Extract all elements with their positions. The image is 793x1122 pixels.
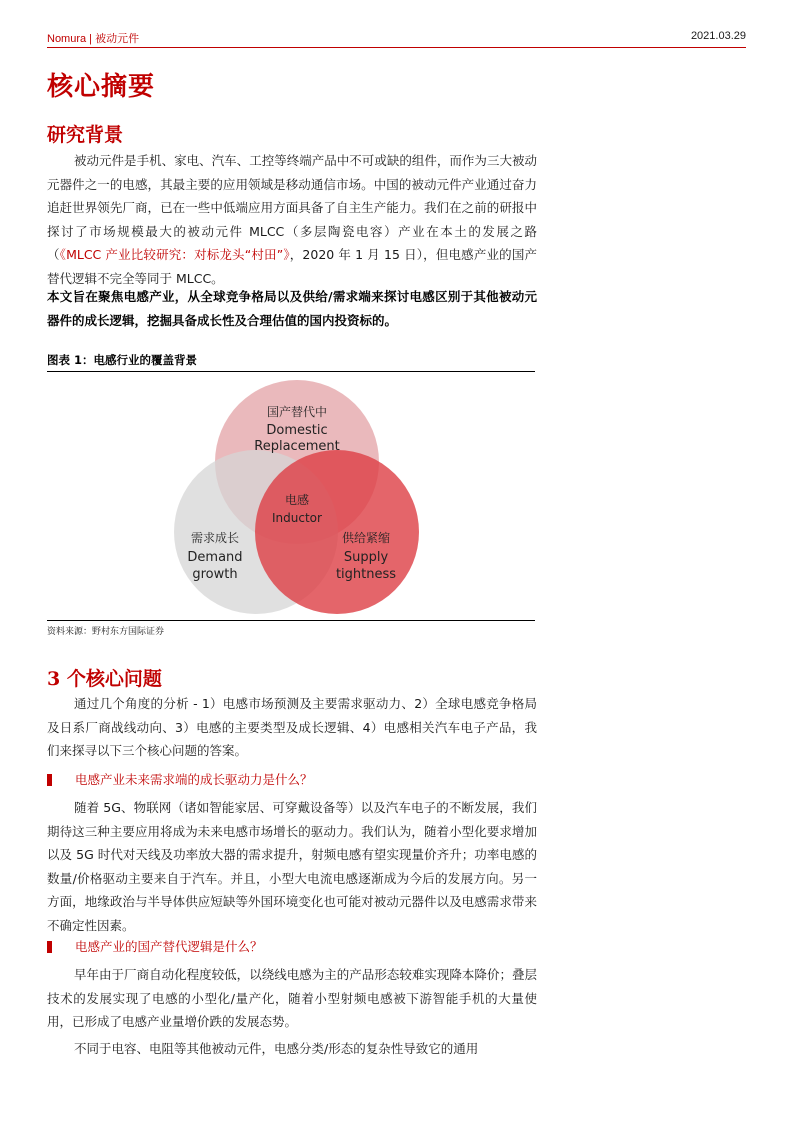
figure-top-rule [47, 371, 535, 372]
question-2-paragraph: 早年由于厂商自动化程度较低，以绕线电感为主的产品形态较难实现降本降价；叠层技术的发展实现了电感的小型化/量产化，随着小型射频电感被下游智能手机的大量使用，已形成了电感产业量增价跌的发展态势。 [47, 967, 537, 1029]
figure-title: 图表 1：电感行业的覆盖背景 [47, 353, 198, 367]
core-intro-paragraph: 通过几个角度的分析 - 1）电感市场预测及主要需求驱动力、2）全球电感竞争格局及日系厂商战线动向、3）电感的主要类型及成长逻辑、4）电感相关汽车电子产品，我们来探寻以下三个核心问题的答案。 [47, 696, 537, 758]
demand-label-cn: 需求成长 [190, 531, 240, 545]
question-2 [47, 937, 537, 957]
circle-supply [255, 450, 419, 614]
background-paragraph [47, 149, 537, 290]
domestic-label-en2: Replacement [254, 439, 340, 454]
core-questions-title: 3 个核心问题 [47, 668, 162, 690]
mlcc-report-link[interactable]: 《MLCC 产业比较研究：对标龙头“村田”》 [59, 247, 290, 262]
domestic-label-cn: 国产替代中 [266, 405, 328, 419]
demand-label-en2: growth [192, 567, 238, 582]
supply-label-en1: Supply [343, 550, 389, 565]
venn-diagram [160, 375, 430, 620]
question-2-marker [47, 941, 52, 953]
supply-label-cn: 供给紧缩 [341, 531, 391, 545]
center-label-cn: 电感 [284, 493, 310, 507]
supply-label-en2: tightness [335, 567, 397, 582]
background-title: 研究背景 [47, 124, 124, 146]
center-label-en: Inductor [272, 511, 322, 525]
question-1-text: 电感产业未来需求端的成长驱动力是什么？ [75, 772, 313, 787]
question-1 [47, 770, 537, 790]
header-brand: Nomura | 被动元件 [47, 33, 140, 45]
question-1-marker [47, 774, 52, 786]
page-header [47, 27, 746, 48]
figure-bottom-rule [47, 620, 535, 621]
question-2-text: 电感产业的国产替代逻辑是什么？ [75, 939, 263, 954]
summary-title: 核心摘要 [47, 72, 156, 102]
figure-source: 资料来源：野村东方国际证券 [47, 627, 165, 637]
question-2-paragraph-2: 不同于电容、电阻等其他被动元件，电感分类/形态的复杂性导致它的通用 [74, 1041, 479, 1056]
header-date: 2021.03.29 [690, 30, 746, 42]
question-1-paragraph: 随着 5G、物联网（诸如智能家居、可穿戴设备等）以及汽车电子的不断发展，我们期待这三种主要应用将成为未来电感市场增长的驱动力。我们认为，随着小型化要求增加以及 5G 时代对天线及功率放大器的需求提升，射频电感有望实现量价齐升；功率电感的数量/价格驱动主要来自于汽车。并且，小型大电流电感逐渐成为今后的发展方向。另一方面，地缘政治与半导体供应短缺等外国环境变化也可能对被动元器件以及电感需求带来不确定性因素。 [47, 800, 537, 933]
background-text-b: ，2020 年 1 月 15 日），但电感产业的国产替代逻辑不完全等同于 MLCC。 [47, 247, 537, 286]
background-text-a: 被动元件是手机、家电、汽车、工控等终端产品中不可或缺的组件，而作为三大被动元器件之一的电感，其最主要的应用领域是移动通信市场。中国的被动元件产业通过奋力追赶世界领先厂商，已在一些中低端应用方面具备了自主生产能力。我们在之前的研报中探讨了市场规模最大的被动元件 MLCC（多层陶瓷电容）产业在本土的发展之路（ [47, 153, 537, 262]
demand-label-en1: Demand [187, 550, 243, 565]
domestic-label-en1: Domestic [266, 423, 328, 438]
background-bold-paragraph: 本文旨在聚焦电感产业，从全球竞争格局以及供给/需求端来探讨电感区别于其他被动元器件的成长逻辑，挖掘具备成长性及合理估值的国内投资标的。 [47, 289, 537, 328]
